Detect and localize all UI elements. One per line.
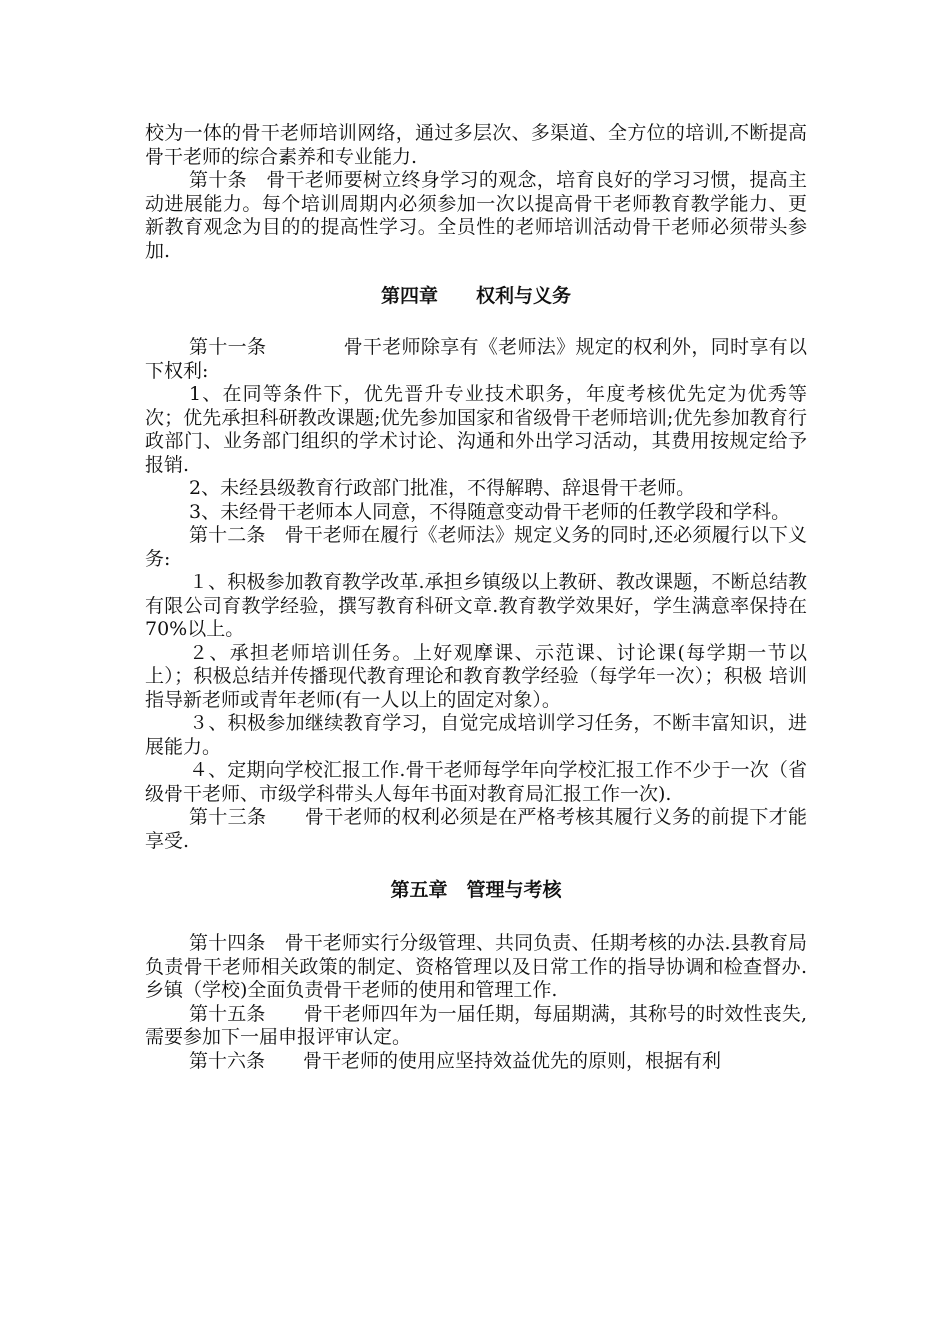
article-11: 第十一条 骨干老师除享有《老师法》规定的权利外，同时享有以下权利: (145, 336, 807, 382)
article-12-item-1: １、积极参加教育教学改革.承担乡镇级以上教研、教改课题，不断总结教有限公司育教学经验，撰写教育科研文章.教育教学效果好，学生满意率保持在70%以上。 (145, 571, 807, 640)
article-14: 第十四条 骨干老师实行分级管理、共同负责、任期考核的办法.县教育局负责骨干老师相关政策的制定、资格管理以及日常工作的指导协调和检查督办.乡镇（学校)全面负责骨干老师的使用和管理工作. (145, 932, 807, 1001)
paragraph-continuation: 校为一体的骨干老师培训网络，通过多层次、多渠道、全方位的培训,不断提高骨干老师的综合素养和专业能力. (145, 122, 807, 168)
article-11-item-1: 1、在同等条件下，优先晋升专业技术职务，年度考核优先定为优秀等次；优先承担科研教改课题;优先参加国家和省级骨干老师培训;优先参加教育行政部门、业务部门组织的学术讨论、沟通和外出学习活动，其费用按规定给予报销. (145, 383, 807, 476)
chapter-5-heading: 第五章 管理与考核 (390, 879, 562, 901)
article-11-item-2: 2、未经县级教育行政部门批准，不得解聘、辞退骨干老师。 (189, 477, 696, 499)
article-16: 第十六条 骨干老师的使用应坚持效益优先的原则，根据有利 (189, 1049, 722, 1072)
article-11-item-3: 3、未经骨干老师本人同意，不得随意变动骨干老师的任教学段和学科。 (189, 500, 791, 523)
article-12-item-3: ３、积极参加继续教育学习，自觉完成培训学习任务，不断丰富知识，进展能力。 (145, 712, 807, 758)
article-13: 第十三条 骨干老师的权利必须是在严格考核其履行义务的前提下才能享受. (145, 806, 807, 852)
article-10: 第十条 骨干老师要树立终身学习的观念，培育良好的学习习惯，提高主动进展能力。每个培训周期内必须参加一次以提高骨干老师教育教学能力、更新教育观念为目的的提高性学习。全员性的老师培训活动骨干老师必须带头参加. (145, 169, 807, 262)
chapter-4-heading: 第四章 权利与义务 (380, 285, 571, 307)
article-12-item-4: ４、定期向学校汇报工作.骨干老师每学年向学校汇报工作不少于一次（省级骨干老师、市级学科带头人每年书面对教育局汇报工作一次). (145, 759, 807, 805)
article-12-item-2: ２、承担老师培训任务。上好观摩课、示范课、讨论课(每学期一节以上）；积极总结并传播现代教育理论和教育教学经验（每学年一次）；积极 培训指导新老师或青年老师(有一人以上的固定对象）。 (145, 641, 807, 711)
article-15: 第十五条 骨干老师四年为一届任期，每届期满，其称号的时效性丧失,需要参加下一届申报评审认定。 (145, 1002, 807, 1048)
document-page (145, 122, 807, 1073)
article-12: 第十二条 骨干老师在履行《老师法》规定义务的同时,还必须履行以下义务: (145, 524, 807, 570)
